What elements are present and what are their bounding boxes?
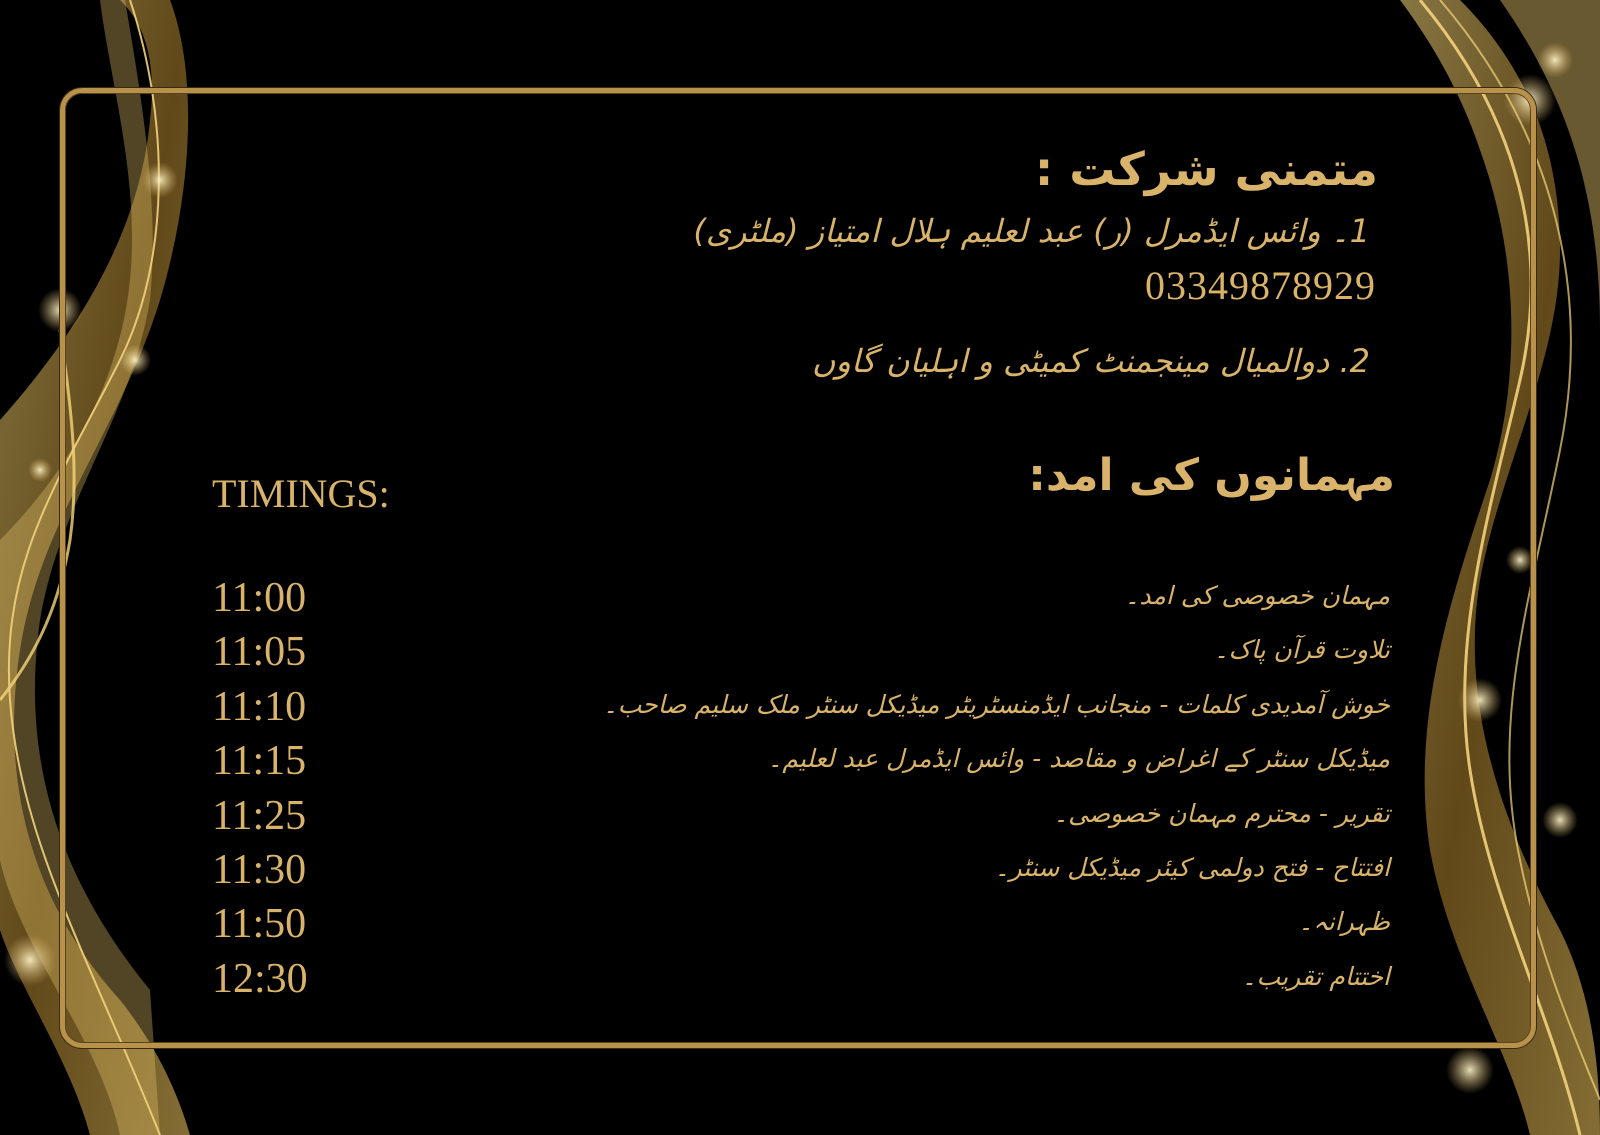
event-item: خوش آمدیدی کلمات - منجانب ایڈمنسٹریٹر میڈیکل سنٹر ملک سلیم صاحب۔: [603, 689, 1390, 719]
participant-1: 1۔ وائس ایڈمرل (ر) عبد لعلیم ہلال امتیاز (ملٹری): [693, 212, 1370, 250]
participant-2: 2. دوالمیال مینجمنٹ کمیٹی و اہلیان گاوں: [812, 342, 1370, 380]
event-item: افتتاح - فتح دولمی کیئر میڈیکل سنٹر۔: [994, 852, 1390, 882]
time-item: 11:50: [212, 901, 307, 948]
event-item: ظہرانہ۔: [1298, 907, 1390, 937]
event-item: تلاوت قرآن پاک۔: [1213, 635, 1390, 665]
event-item: میڈیکل سنٹر کے اغراض و مقاصد - وائس ایڈمرل عبد لعلیم۔: [767, 744, 1390, 774]
time-item: 11:00: [212, 575, 307, 621]
time-item: 12:30: [212, 955, 308, 1002]
time-item: 11:30: [212, 846, 307, 893]
timings-title: TIMINGS:: [212, 471, 390, 516]
event-item: تقریر - محترم مہمان خصوصی۔: [1053, 798, 1390, 828]
time-list: [212, 575, 308, 1013]
event-item: اختتام تقریب۔: [1241, 961, 1390, 991]
time-item: 11:15: [212, 738, 307, 785]
participants-title: متمنی شرکت :: [1034, 142, 1378, 196]
event-list: [603, 582, 1390, 1017]
phone-number: 03349878929: [1145, 263, 1376, 308]
event-item: مہمان خصوصی کی امد۔: [1124, 581, 1390, 610]
guests-title: مہمانوں کی امد:: [1028, 450, 1395, 501]
time-item: 11:05: [212, 629, 307, 676]
time-item: 11:25: [212, 792, 307, 839]
time-item: 11:10: [212, 683, 307, 730]
